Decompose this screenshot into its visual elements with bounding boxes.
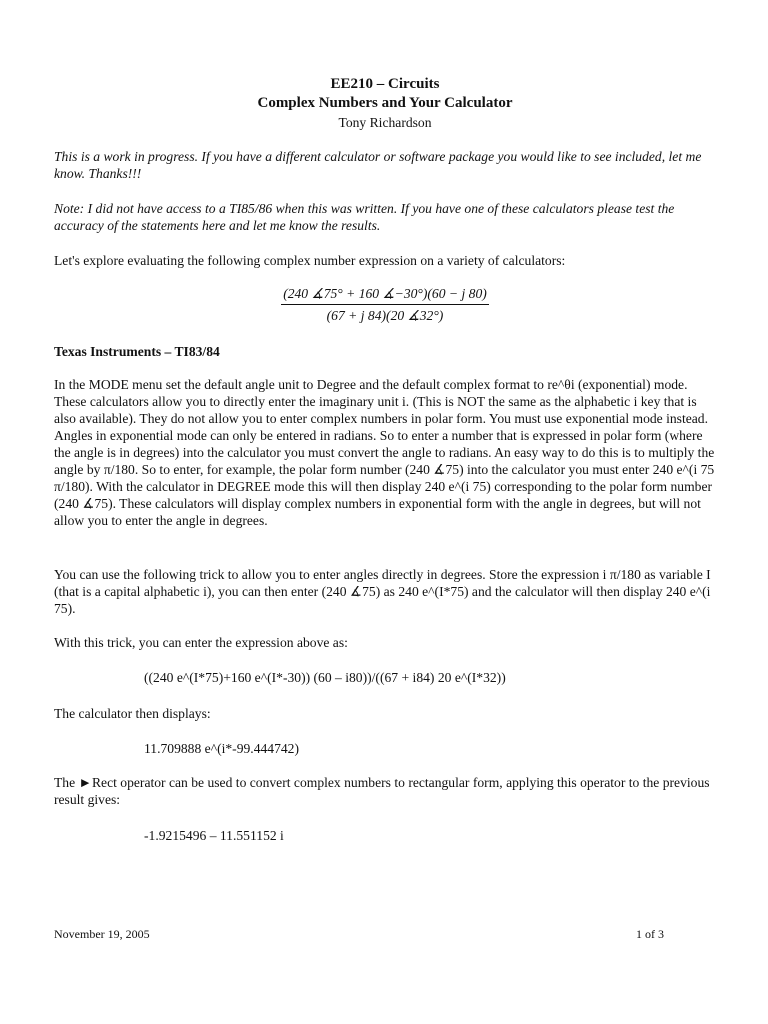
ti85-note: Note: I did not have access to a TI85/86 when this was written. If you have one of these calculators please test the accuracy of the statements here and let me know the results. xyxy=(54,201,675,233)
expression-denominator: (67 + j 84)(20 ∡32°) xyxy=(326,308,444,323)
document-title: Complex Numbers and Your Calculator xyxy=(257,95,513,111)
course-title: EE210 – Circuits xyxy=(330,76,440,92)
document-page xyxy=(54,0,716,1024)
degree-trick-paragraph: You can use the following trick to allow you to enter angles directly in degrees. Store the expression i π/180 as variable I (that is a capital alphabetic i), you can then enter (240 ∡75) as 240 e^(I*75) and the calculator will then display 240 e^(i 75). xyxy=(54,567,711,616)
trick-intro-paragraph: With this trick, you can enter the expression above as: xyxy=(54,635,348,650)
calculator-display-rectangular: -1.9215496 – 11.551152 i xyxy=(144,828,284,843)
work-in-progress-note: This is a work in progress. If you have a different calculator or software package you would like to see included, let me know. Thanks!!! xyxy=(54,149,702,181)
expression-numerator: (240 ∡75° + 160 ∡−30°)(60 − j 80) xyxy=(281,285,489,305)
expression-block xyxy=(54,285,716,324)
display-intro-paragraph: The calculator then displays: xyxy=(54,706,211,721)
calculator-display-exponential: 11.709888 e^(i*-99.444742) xyxy=(144,741,300,756)
footer-page-number: 1 of 3 xyxy=(636,927,664,941)
author-name: Tony Richardson xyxy=(338,115,432,130)
section-heading: Texas Instruments – TI83/84 xyxy=(54,344,220,359)
rect-operator-paragraph: The ►Rect operator can be used to convert complex numbers to rectangular form, applying this operator to the previous result gives: xyxy=(54,775,710,807)
ti83-mode-paragraph: In the MODE menu set the default angle unit to Degree and the default complex format to re^θi (exponential) mode. These calculators allow you to directly enter the imaginary unit i. (This is NOT the same as the alphabetic i key that is also available). They do not allow you to enter complex numbers in polar form. You must use exponential mode instead. Angles in exponential mode can only be entered in radians. So to enter a number that is expressed in polar form (where the angle is in degrees) into the calculator you must convert the angle to radians. An easy way to do this is to multiply the angle by π/180. So to enter, for example, the polar form number (240 ∡75) into the calculator you must enter 240 e^(i 75 π/180). With the calculator in DEGREE mode this will then display 240 e^(i 75) corresponding to the polar form number (240 ∡75). These calculators will display complex numbers in exponential form with the angle in degrees, but will not allow you to enter the angle in degrees. xyxy=(54,377,715,528)
calculator-entry: ((240 e^(I*75)+160 e^(I*-30)) (60 – i80))/((67 + i84) 20 e^(I*32)) xyxy=(144,670,506,685)
intro-sentence: Let's explore evaluating the following complex number expression on a variety of calculators: xyxy=(54,253,566,268)
footer-date: November 19, 2005 xyxy=(54,927,150,941)
expression-fraction xyxy=(281,285,489,324)
